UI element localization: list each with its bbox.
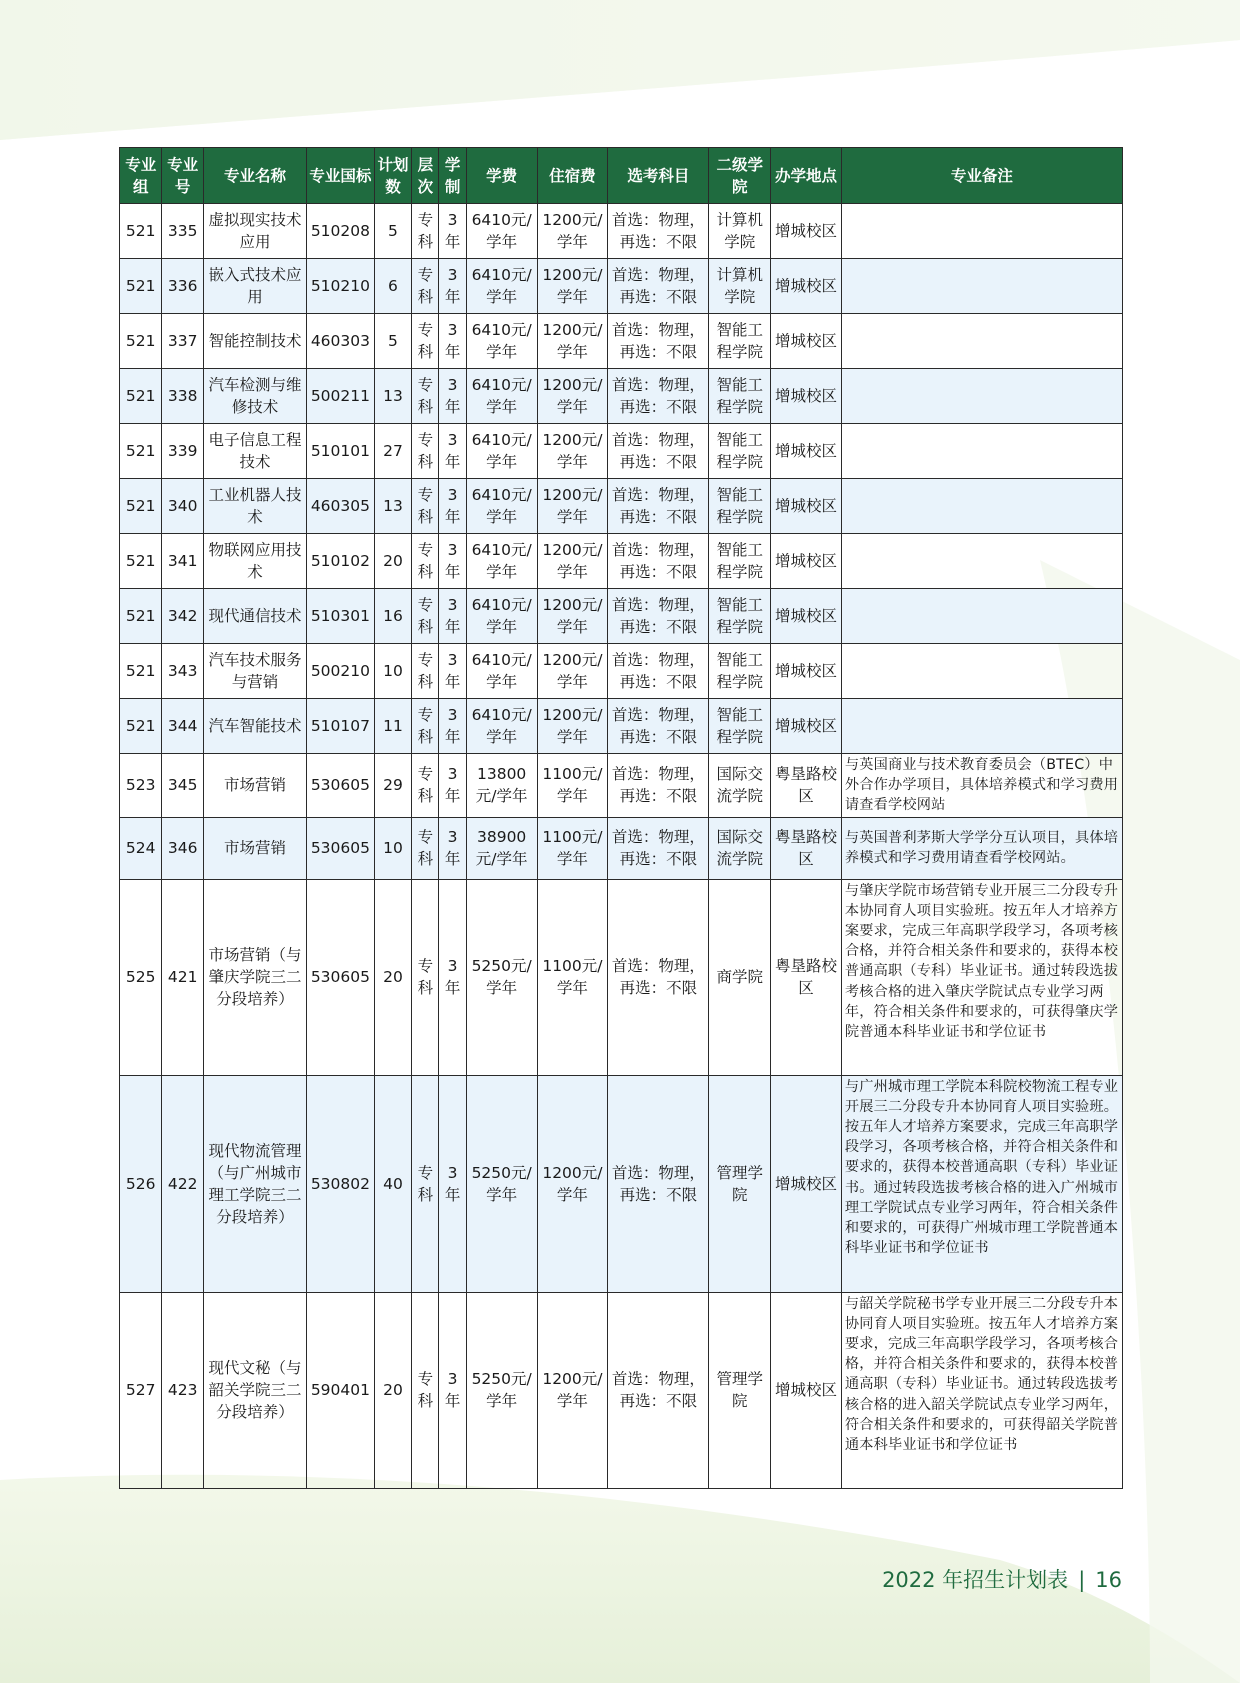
cell-num: 343 <box>162 644 203 699</box>
cell-name: 市场营销 <box>203 754 306 818</box>
cell-name: 嵌入式技术应用 <box>203 259 306 314</box>
cell-code: 530605 <box>307 817 375 879</box>
cell-college: 计算机学院 <box>709 204 771 259</box>
cell-plan: 20 <box>374 879 411 1075</box>
cell-group: 521 <box>120 644 162 699</box>
cell-note <box>841 699 1122 754</box>
cell-fee: 6410元/学年 <box>466 589 537 644</box>
cell-fee: 5250元/学年 <box>466 1075 537 1292</box>
cell-campus: 粤垦路校区 <box>771 879 842 1075</box>
cell-code: 530605 <box>307 754 375 818</box>
cell-years: 3年 <box>439 1075 466 1292</box>
cell-fee: 6410元/学年 <box>466 534 537 589</box>
cell-college: 智能工程学院 <box>709 644 771 699</box>
cell-code: 510208 <box>307 204 375 259</box>
cell-campus: 增城校区 <box>771 479 842 534</box>
cell-years: 3年 <box>439 879 466 1075</box>
enrollment-table-container <box>119 147 1123 1489</box>
cell-campus: 增城校区 <box>771 204 842 259</box>
cell-years: 3年 <box>439 754 466 818</box>
cell-plan: 27 <box>374 424 411 479</box>
cell-college: 智能工程学院 <box>709 314 771 369</box>
cell-level: 专科 <box>412 644 439 699</box>
cell-group: 524 <box>120 817 162 879</box>
cell-campus: 增城校区 <box>771 644 842 699</box>
header-code: 专业国标 <box>307 148 375 204</box>
cell-level: 专科 <box>412 259 439 314</box>
cell-note <box>841 589 1122 644</box>
cell-campus: 增城校区 <box>771 1075 842 1292</box>
cell-level: 专科 <box>412 369 439 424</box>
cell-campus: 增城校区 <box>771 1292 842 1488</box>
cell-code: 460303 <box>307 314 375 369</box>
cell-code: 530605 <box>307 879 375 1075</box>
footer-separator: | <box>1078 1568 1086 1592</box>
cell-num: 421 <box>162 879 203 1075</box>
cell-note <box>841 259 1122 314</box>
cell-college: 计算机学院 <box>709 259 771 314</box>
cell-note <box>841 644 1122 699</box>
cell-level: 专科 <box>412 589 439 644</box>
cell-subject: 首选：物理，再选：不限 <box>608 314 709 369</box>
cell-years: 3年 <box>439 204 466 259</box>
cell-dorm: 1100元/学年 <box>537 879 608 1075</box>
cell-num: 423 <box>162 1292 203 1488</box>
cell-subject: 首选：物理，再选：不限 <box>608 1292 709 1488</box>
table-row <box>120 817 1123 879</box>
cell-college: 智能工程学院 <box>709 369 771 424</box>
table-row <box>120 479 1123 534</box>
cell-campus: 增城校区 <box>771 534 842 589</box>
cell-name: 现代通信技术 <box>203 589 306 644</box>
table-row <box>120 314 1123 369</box>
cell-years: 3年 <box>439 369 466 424</box>
cell-plan: 5 <box>374 204 411 259</box>
cell-num: 338 <box>162 369 203 424</box>
cell-note <box>841 314 1122 369</box>
cell-plan: 6 <box>374 259 411 314</box>
enrollment-plan-table <box>119 147 1123 1489</box>
cell-group: 527 <box>120 1292 162 1488</box>
header-num: 专业号 <box>162 148 203 204</box>
cell-level: 专科 <box>412 879 439 1075</box>
table-row <box>120 1292 1123 1488</box>
cell-years: 3年 <box>439 699 466 754</box>
cell-subject: 首选：物理，再选：不限 <box>608 644 709 699</box>
cell-subject: 首选：物理，再选：不限 <box>608 534 709 589</box>
footer-title: 2022 年招生计划表 <box>882 1568 1069 1592</box>
cell-code: 510101 <box>307 424 375 479</box>
cell-years: 3年 <box>439 817 466 879</box>
cell-dorm: 1200元/学年 <box>537 259 608 314</box>
cell-dorm: 1200元/学年 <box>537 1292 608 1488</box>
cell-group: 521 <box>120 479 162 534</box>
cell-plan: 13 <box>374 479 411 534</box>
cell-code: 510301 <box>307 589 375 644</box>
cell-name: 工业机器人技术 <box>203 479 306 534</box>
cell-plan: 13 <box>374 369 411 424</box>
cell-code: 510210 <box>307 259 375 314</box>
cell-fee: 6410元/学年 <box>466 644 537 699</box>
table-row <box>120 424 1123 479</box>
cell-college: 智能工程学院 <box>709 424 771 479</box>
cell-code: 500210 <box>307 644 375 699</box>
cell-years: 3年 <box>439 314 466 369</box>
cell-dorm: 1200元/学年 <box>537 699 608 754</box>
cell-code: 500211 <box>307 369 375 424</box>
cell-subject: 首选：物理，再选：不限 <box>608 817 709 879</box>
cell-subject: 首选：物理，再选：不限 <box>608 1075 709 1292</box>
cell-college: 智能工程学院 <box>709 534 771 589</box>
cell-name: 现代文秘（与韶关学院三二分段培养） <box>203 1292 306 1488</box>
cell-note <box>841 369 1122 424</box>
cell-college: 智能工程学院 <box>709 589 771 644</box>
cell-plan: 16 <box>374 589 411 644</box>
cell-fee: 6410元/学年 <box>466 314 537 369</box>
cell-college: 管理学院 <box>709 1075 771 1292</box>
cell-level: 专科 <box>412 314 439 369</box>
cell-subject: 首选：物理，再选：不限 <box>608 259 709 314</box>
cell-subject: 首选：物理，再选：不限 <box>608 424 709 479</box>
cell-level: 专科 <box>412 699 439 754</box>
table-header-row <box>120 148 1123 204</box>
cell-code: 460305 <box>307 479 375 534</box>
cell-num: 341 <box>162 534 203 589</box>
cell-num: 336 <box>162 259 203 314</box>
cell-name: 汽车检测与维修技术 <box>203 369 306 424</box>
cell-level: 专科 <box>412 479 439 534</box>
cell-fee: 6410元/学年 <box>466 424 537 479</box>
table-row <box>120 259 1123 314</box>
cell-num: 337 <box>162 314 203 369</box>
cell-note <box>841 424 1122 479</box>
cell-group: 521 <box>120 534 162 589</box>
cell-note: 与广州城市理工学院本科院校物流工程专业开展三二分段专升本协同育人项目实验班。按五年人才培养方案要求，完成三年高职学段学习，各项考核合格，并符合相关条件和要求的，获得本校普通高职（专科）毕业证书。通过转段选拔考核合格的进入广州城市理工学院试点专业学习两年，符合相关条件和要求的，可获得广州城市理工学院普通本科毕业证书和学位证书 <box>841 1075 1122 1292</box>
cell-group: 523 <box>120 754 162 818</box>
cell-plan: 20 <box>374 1292 411 1488</box>
cell-num: 345 <box>162 754 203 818</box>
cell-note <box>841 534 1122 589</box>
cell-dorm: 1100元/学年 <box>537 817 608 879</box>
cell-num: 340 <box>162 479 203 534</box>
header-college: 二级学院 <box>709 148 771 204</box>
cell-plan: 5 <box>374 314 411 369</box>
cell-fee: 6410元/学年 <box>466 699 537 754</box>
cell-note: 与英国商业与技术教育委员会（BTEC）中外合作办学项目，具体培养模式和学习费用请查看学校网站 <box>841 754 1122 818</box>
cell-dorm: 1200元/学年 <box>537 589 608 644</box>
page-number: 16 <box>1095 1568 1122 1592</box>
cell-fee: 6410元/学年 <box>466 204 537 259</box>
cell-campus: 增城校区 <box>771 589 842 644</box>
cell-name: 汽车技术服务与营销 <box>203 644 306 699</box>
header-years: 学制 <box>439 148 466 204</box>
cell-group: 525 <box>120 879 162 1075</box>
cell-level: 专科 <box>412 534 439 589</box>
cell-years: 3年 <box>439 259 466 314</box>
table-row <box>120 1075 1123 1292</box>
header-fee: 学费 <box>466 148 537 204</box>
cell-group: 521 <box>120 259 162 314</box>
cell-college: 商学院 <box>709 879 771 1075</box>
table-body <box>120 204 1123 1489</box>
cell-fee: 5250元/学年 <box>466 879 537 1075</box>
cell-num: 422 <box>162 1075 203 1292</box>
cell-level: 专科 <box>412 754 439 818</box>
cell-name: 现代物流管理（与广州城市理工学院三二分段培养） <box>203 1075 306 1292</box>
page-footer <box>882 1564 1122 1594</box>
cell-years: 3年 <box>439 479 466 534</box>
cell-subject: 首选：物理，再选：不限 <box>608 589 709 644</box>
cell-level: 专科 <box>412 817 439 879</box>
cell-subject: 首选：物理，再选：不限 <box>608 699 709 754</box>
cell-name: 智能控制技术 <box>203 314 306 369</box>
header-group: 专业组 <box>120 148 162 204</box>
table-row <box>120 699 1123 754</box>
cell-level: 专科 <box>412 424 439 479</box>
header-plan: 计划数 <box>374 148 411 204</box>
cell-level: 专科 <box>412 1292 439 1488</box>
cell-group: 521 <box>120 699 162 754</box>
header-level: 层次 <box>412 148 439 204</box>
cell-subject: 首选：物理，再选：不限 <box>608 754 709 818</box>
cell-name: 物联网应用技术 <box>203 534 306 589</box>
table-row <box>120 879 1123 1075</box>
cell-fee: 6410元/学年 <box>466 369 537 424</box>
cell-years: 3年 <box>439 589 466 644</box>
cell-fee: 5250元/学年 <box>466 1292 537 1488</box>
cell-code: 530802 <box>307 1075 375 1292</box>
cell-group: 521 <box>120 314 162 369</box>
cell-subject: 首选：物理，再选：不限 <box>608 204 709 259</box>
cell-years: 3年 <box>439 1292 466 1488</box>
cell-code: 590401 <box>307 1292 375 1488</box>
cell-dorm: 1200元/学年 <box>537 1075 608 1292</box>
table-row <box>120 589 1123 644</box>
cell-fee: 13800元/学年 <box>466 754 537 818</box>
table-row <box>120 204 1123 259</box>
cell-subject: 首选：物理，再选：不限 <box>608 369 709 424</box>
cell-num: 335 <box>162 204 203 259</box>
table-row <box>120 754 1123 818</box>
cell-college: 国际交流学院 <box>709 754 771 818</box>
cell-name: 市场营销 <box>203 817 306 879</box>
cell-plan: 10 <box>374 817 411 879</box>
cell-dorm: 1200元/学年 <box>537 644 608 699</box>
header-name: 专业名称 <box>203 148 306 204</box>
cell-name: 虚拟现实技术应用 <box>203 204 306 259</box>
cell-campus: 增城校区 <box>771 699 842 754</box>
cell-subject: 首选：物理，再选：不限 <box>608 879 709 1075</box>
cell-dorm: 1200元/学年 <box>537 314 608 369</box>
cell-fee: 6410元/学年 <box>466 479 537 534</box>
cell-group: 521 <box>120 204 162 259</box>
cell-college: 智能工程学院 <box>709 479 771 534</box>
cell-college: 管理学院 <box>709 1292 771 1488</box>
cell-num: 346 <box>162 817 203 879</box>
cell-name: 市场营销（与肇庆学院三二分段培养） <box>203 879 306 1075</box>
cell-plan: 29 <box>374 754 411 818</box>
header-note: 专业备注 <box>841 148 1122 204</box>
cell-campus: 增城校区 <box>771 259 842 314</box>
cell-dorm: 1200元/学年 <box>537 424 608 479</box>
cell-group: 521 <box>120 589 162 644</box>
cell-note <box>841 204 1122 259</box>
header-dorm: 住宿费 <box>537 148 608 204</box>
cell-note: 与英国普利茅斯大学学分互认项目，具体培养模式和学习费用请查看学校网站。 <box>841 817 1122 879</box>
cell-campus: 增城校区 <box>771 314 842 369</box>
cell-note: 与韶关学院秘书学专业开展三二分段专升本协同育人项目实验班。按五年人才培养方案要求，完成三年高职学段学习，各项考核合格，并符合相关条件和要求的，获得本校普通高职（专科）毕业证书。通过转段选拔考核合格的进入韶关学院试点专业学习两年，符合相关条件和要求的，可获得韶关学院普通本科毕业证书和学位证书 <box>841 1292 1122 1488</box>
cell-fee: 6410元/学年 <box>466 259 537 314</box>
cell-dorm: 1100元/学年 <box>537 754 608 818</box>
cell-note: 与肇庆学院市场营销专业开展三二分段专升本协同育人项目实验班。按五年人才培养方案要求，完成三年高职学段学习，各项考核合格，并符合相关条件和要求的，获得本校普通高职（专科）毕业证书。通过转段选拔考核合格的进入肇庆学院试点专业学习两年，符合相关条件和要求的，可获得肇庆学院普通本科毕业证书和学位证书 <box>841 879 1122 1075</box>
cell-plan: 10 <box>374 644 411 699</box>
cell-name: 汽车智能技术 <box>203 699 306 754</box>
cell-note <box>841 479 1122 534</box>
cell-group: 521 <box>120 369 162 424</box>
cell-plan: 20 <box>374 534 411 589</box>
cell-subject: 首选：物理，再选：不限 <box>608 479 709 534</box>
cell-years: 3年 <box>439 534 466 589</box>
cell-num: 344 <box>162 699 203 754</box>
cell-college: 国际交流学院 <box>709 817 771 879</box>
cell-num: 339 <box>162 424 203 479</box>
table-row <box>120 369 1123 424</box>
cell-code: 510107 <box>307 699 375 754</box>
cell-level: 专科 <box>412 1075 439 1292</box>
header-campus: 办学地点 <box>771 148 842 204</box>
cell-campus: 粤垦路校区 <box>771 817 842 879</box>
cell-dorm: 1200元/学年 <box>537 534 608 589</box>
cell-group: 521 <box>120 424 162 479</box>
cell-dorm: 1200元/学年 <box>537 204 608 259</box>
cell-fee: 38900元/学年 <box>466 817 537 879</box>
cell-campus: 增城校区 <box>771 369 842 424</box>
cell-campus: 增城校区 <box>771 424 842 479</box>
cell-code: 510102 <box>307 534 375 589</box>
cell-level: 专科 <box>412 204 439 259</box>
cell-num: 342 <box>162 589 203 644</box>
cell-dorm: 1200元/学年 <box>537 479 608 534</box>
cell-dorm: 1200元/学年 <box>537 369 608 424</box>
cell-years: 3年 <box>439 424 466 479</box>
header-subject: 选考科目 <box>608 148 709 204</box>
cell-group: 526 <box>120 1075 162 1292</box>
table-row <box>120 644 1123 699</box>
table-row <box>120 534 1123 589</box>
cell-college: 智能工程学院 <box>709 699 771 754</box>
cell-years: 3年 <box>439 644 466 699</box>
cell-name: 电子信息工程技术 <box>203 424 306 479</box>
cell-plan: 40 <box>374 1075 411 1292</box>
cell-plan: 11 <box>374 699 411 754</box>
cell-campus: 粤垦路校区 <box>771 754 842 818</box>
